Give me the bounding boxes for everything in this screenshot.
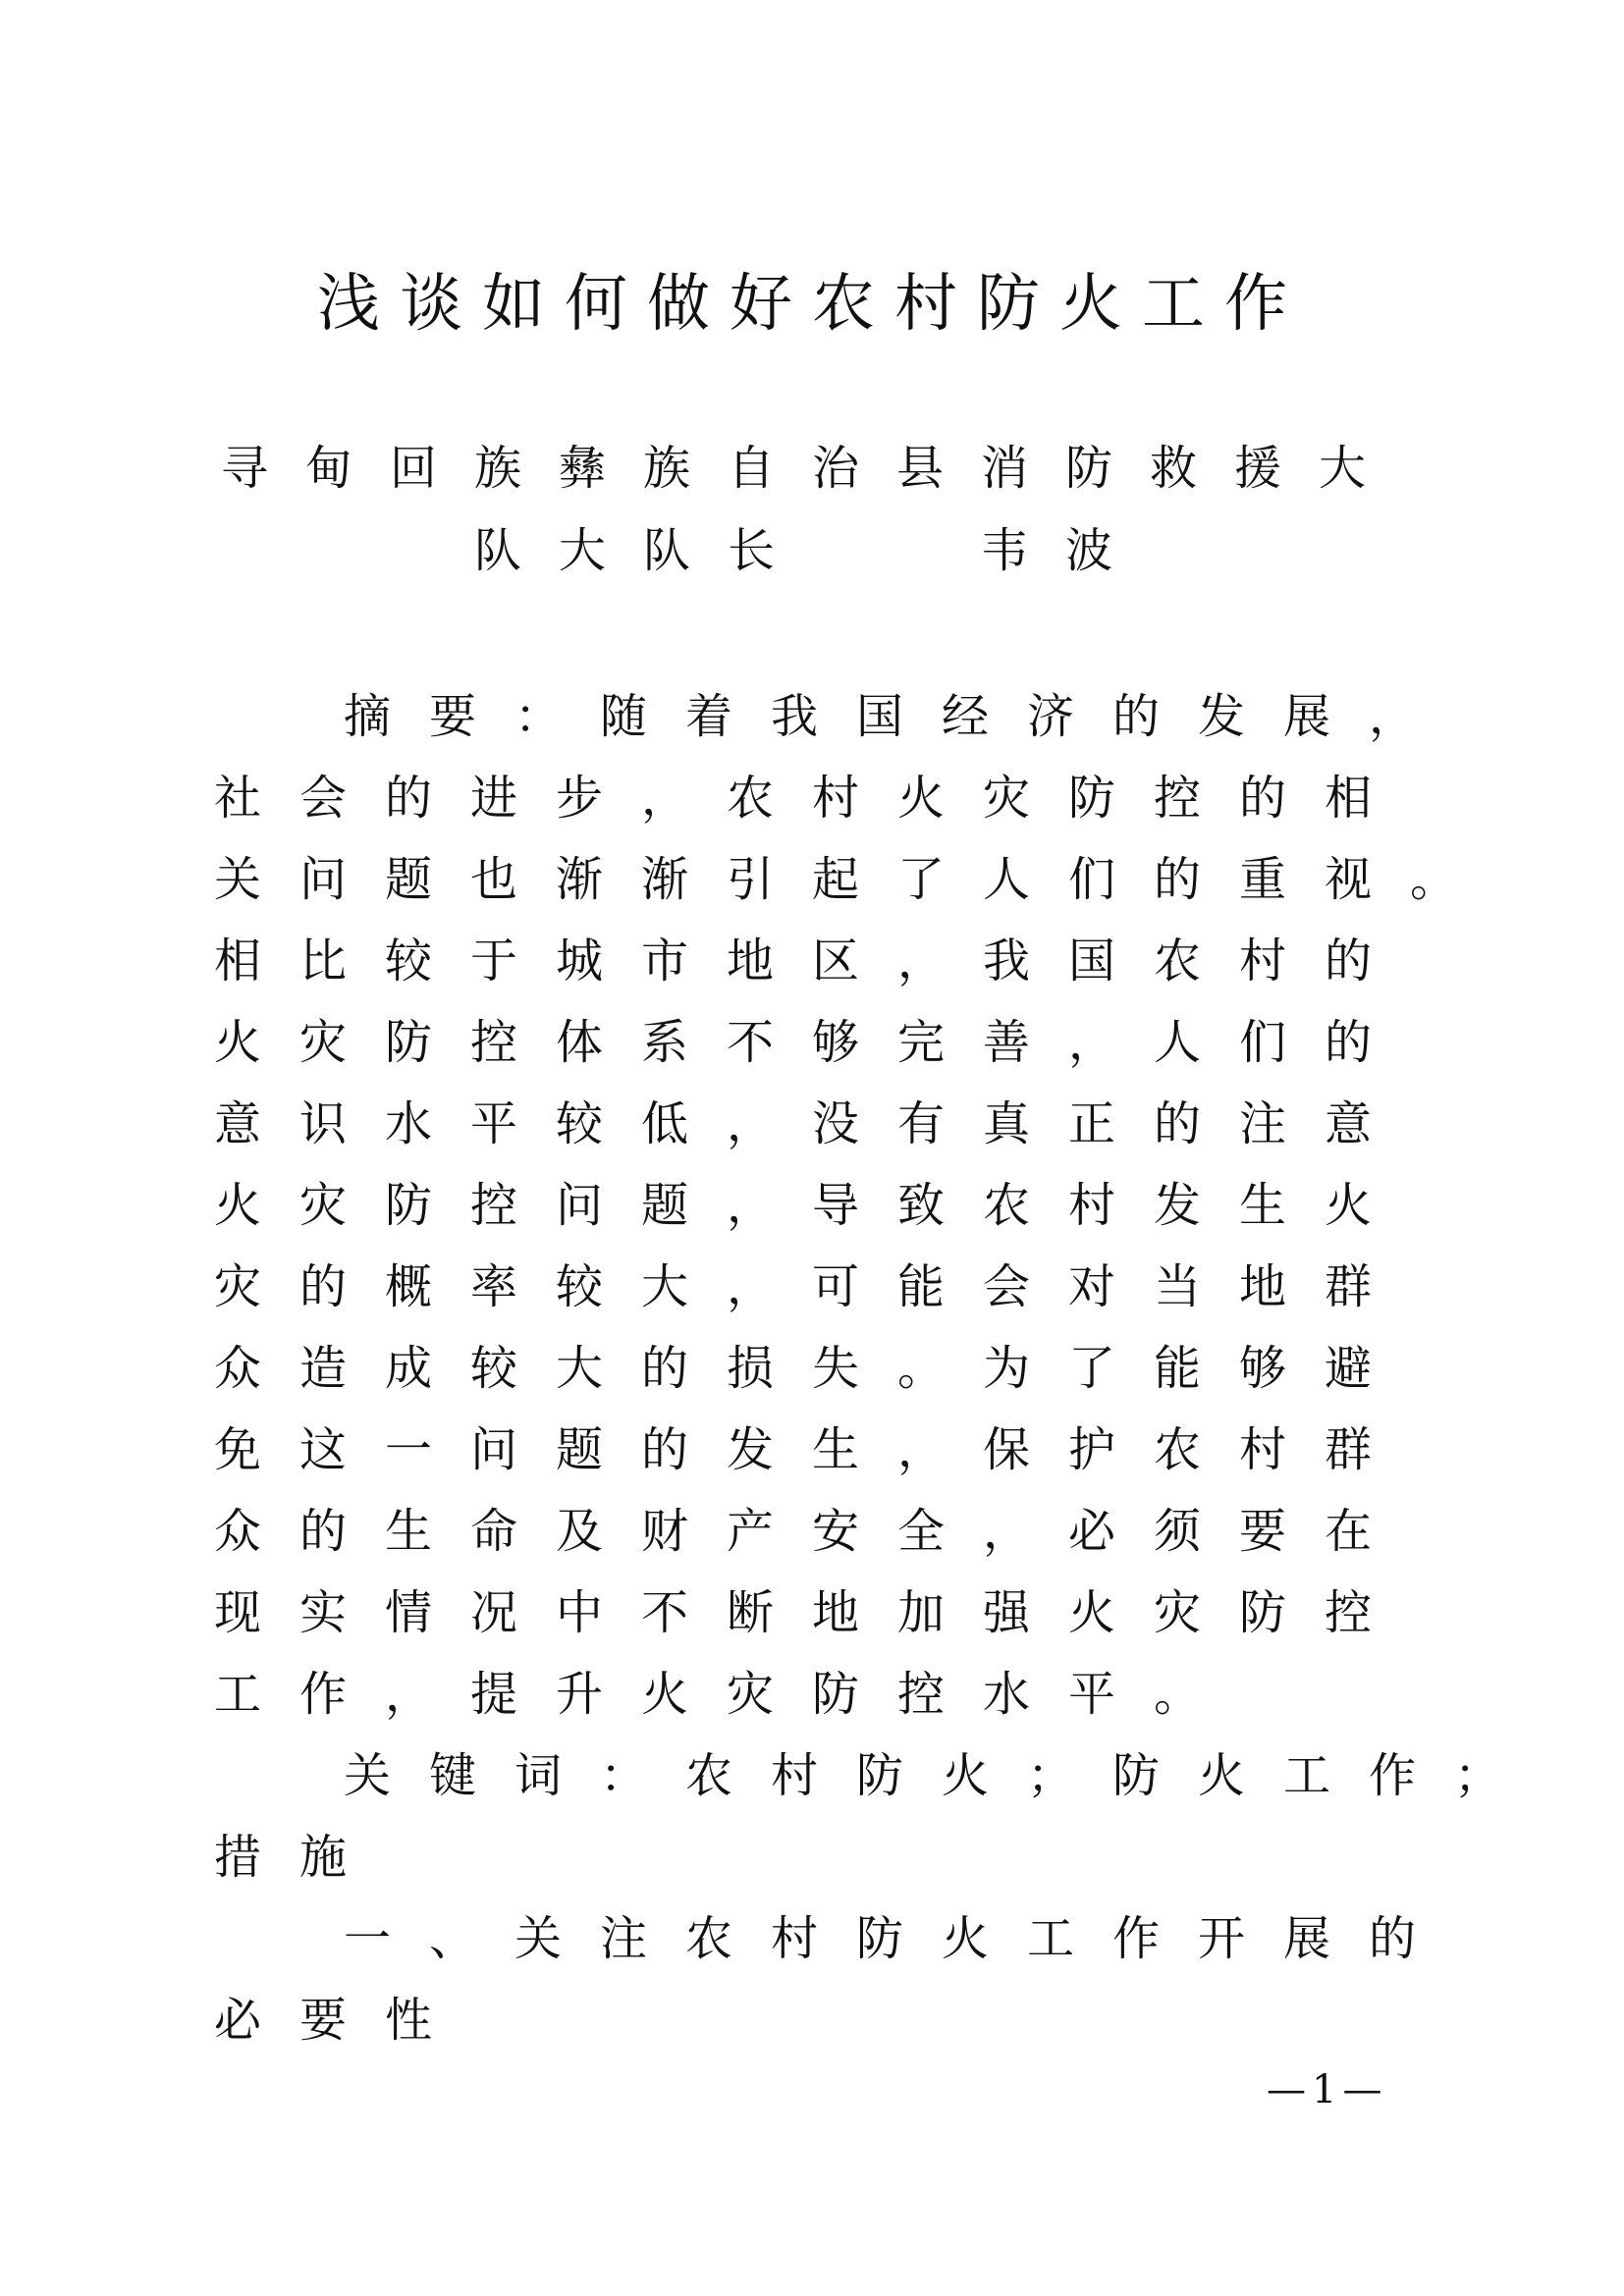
abstract-line: 摘要：随着我国经济的发展，: [344, 689, 1455, 744]
section-heading: 一、关注农村防火工作开展的: [344, 1911, 1455, 1966]
keywords-line: 措施: [214, 1830, 386, 1885]
document-title: 浅谈如何做好农村防火工作: [317, 268, 1307, 341]
abstract-line: 众造成较大的损失。为了能够避: [214, 1341, 1411, 1396]
abstract-line: 免这一问题的发生，保护农村群: [214, 1422, 1411, 1477]
keywords-line: 关键词：农村防火；防火工作；: [344, 1748, 1541, 1803]
abstract-line: 意识水平较低，没有真正的注意: [214, 1096, 1411, 1151]
section-heading: 必要性: [214, 1993, 471, 2048]
abstract-line: 现实情况中不断地加强火灾防控: [214, 1585, 1411, 1640]
page-number: —1—: [1267, 2067, 1388, 2112]
abstract-line: 火灾防控体系不够完善，人们的: [214, 1015, 1411, 1070]
abstract-line: 众的生命及财产安全，必须要在: [214, 1504, 1411, 1559]
abstract-line: 关问题也渐渐引起了人们的重视。: [214, 852, 1496, 907]
abstract-line: 社会的进步，农村火灾防控的相: [214, 771, 1411, 826]
abstract-line: 火灾防控问题，导致农村发生火: [214, 1178, 1411, 1233]
abstract-line: 灾的概率较大，可能会对当地群: [214, 1259, 1411, 1314]
author-line-2: 队大队长 韦波: [473, 523, 1150, 578]
abstract-line: 相比较于城市地区，我国农村的: [214, 934, 1411, 988]
author-line-1: 寻甸回族彝族自治县消防救援大: [220, 441, 1403, 496]
abstract-line: 工作，提升火灾防控水平。: [214, 1667, 1240, 1722]
